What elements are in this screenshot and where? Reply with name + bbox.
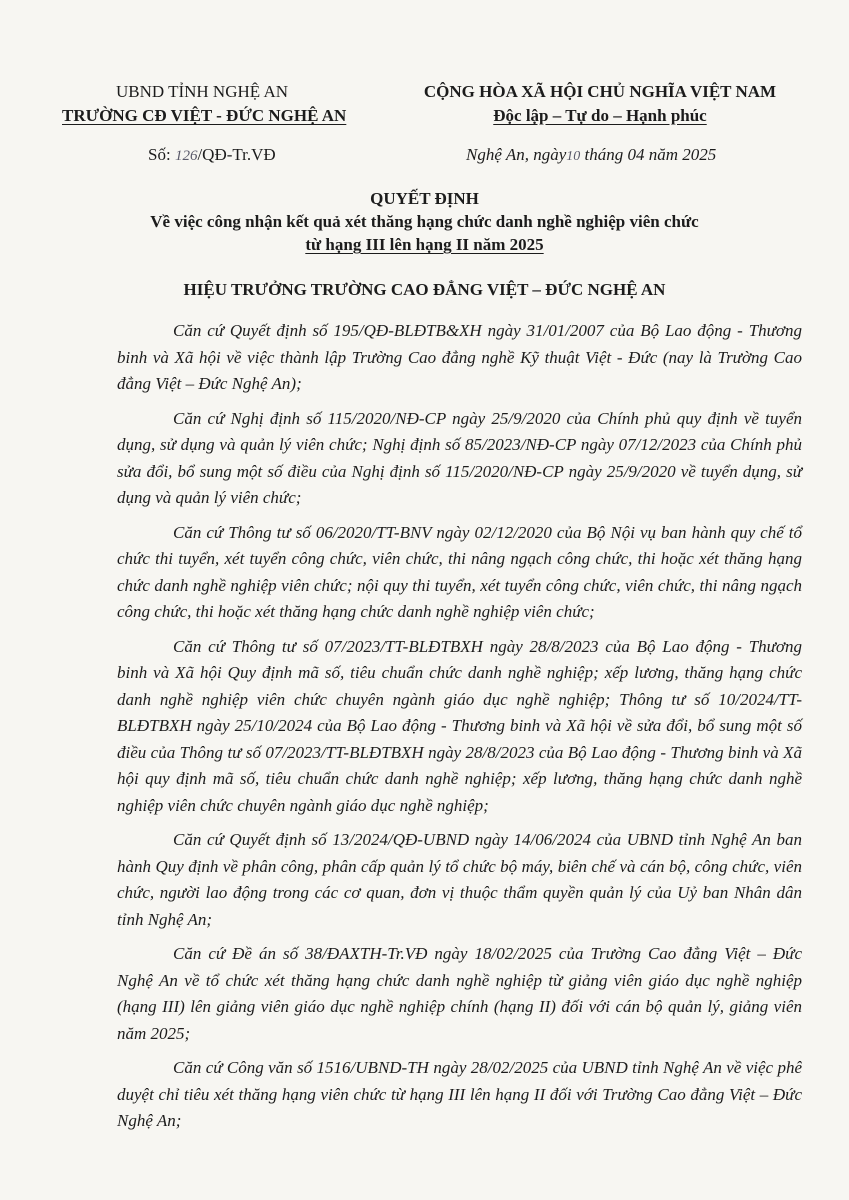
nation-name: CỘNG HÒA XÃ HỘI CHỦ NGHĨA VIỆT NAM <box>423 82 777 101</box>
legal-basis-paragraph: Căn cứ Công văn số 1516/UBND-TH ngày 28/02/2025 của UBND tỉnh Nghệ An về việc phê duyệt chỉ tiêu xét thăng hạng viên chức từ hạng III lên hạng II đối với Trường Cao đẳng Việt – Đức Nghệ An; <box>117 1058 802 1130</box>
org-school: TRƯỜNG CĐ VIỆT - ĐỨC NGHỆ AN <box>62 106 347 125</box>
doc-number-prefix: Số: <box>148 145 171 164</box>
legal-basis-paragraph: Căn cứ Thông tư số 06/2020/TT-BNV ngày 02/12/2020 của Bộ Nội vụ ban hành quy chế tổ chức thi tuyển, xét tuyển công chức, viên chức, thi nâng ngạch công chức, thi hoặc xét thăng hạng chức danh nghề nghiệp viên chức; nội quy thi tuyển, xét tuyển công chức, viên chức, thi nâng ngạch công chức, thi hoặc xét thăng hạng chức danh nghề nghiệp viên chức; <box>117 522 802 621</box>
nation-motto: Độc lập – Tự do – Hạnh phúc <box>493 106 707 125</box>
decision-title <box>60 187 789 256</box>
place-date-prefix: Nghệ An, ngày <box>466 145 567 164</box>
legal-basis-paragraph: Căn cứ Quyết định số 195/QĐ-BLĐTB&XH ngày 31/01/2007 của Bộ Lao động - Thương binh và Xã hội về việc thành lập Trường Cao đẳng nghề Kỹ thuật Việt - Đức (nay là Trường Cao đẳng Việt – Đức Nghệ An); <box>117 321 802 393</box>
issuing-authority: HIỆU TRƯỞNG TRƯỜNG CAO ĐẲNG VIỆT – ĐỨC NGHỆ AN <box>183 280 666 299</box>
issuing-organization <box>62 80 347 128</box>
decision-subject-line2: từ hạng III lên hạng II năm 2025 <box>305 235 544 254</box>
doc-number-suffix: /QĐ-Tr.VĐ <box>197 145 276 164</box>
legal-basis <box>117 318 802 1143</box>
national-heading <box>400 80 800 128</box>
decision-subject-line1: Về việc công nhận kết quả xét thăng hạng chức danh nghề nghiệp viên chức <box>150 212 699 231</box>
legal-basis-paragraph: Căn cứ Nghị định số 115/2020/NĐ-CP ngày 25/9/2020 của Chính phủ quy định về tuyển dụng, sử dụng và quản lý viên chức; Nghị định số 85/2023/NĐ-CP ngày 07/12/2023 của Chính phủ sửa đổi, bổ sung một số điều của Nghị định số 115/2020/NĐ-CP ngày 25/9/2020 về tuyển dụng, sử dụng và quản lý viên chức; <box>117 408 802 507</box>
legal-basis-paragraph: Căn cứ Thông tư số 07/2023/TT-BLĐTBXH ngày 28/8/2023 của Bộ Lao động - Thương binh và Xã hội Quy định mã số, tiêu chuẩn chức danh nghề nghiệp; xếp lương, thăng hạng chức danh nghề nghiệp viên chức chuyên ngành giáo dục nghề nghiệp; Thông tư số 10/2024/TT-BLĐTBXH ngày 25/10/2024 của Bộ Lao động - Thương binh và Xã hội về sửa đổi, bổ sung một số điều của Thông tư số 07/2023/TT-BLĐTBXH ngày 28/8/2023 của Bộ Lao động - Thương binh và Xã hội quy định mã số, tiêu chuẩn chức danh nghề nghiệp; xếp lương, thăng hạng chức danh nghề nghiệp viên chức chuyên ngành giáo dục nghề nghiệp; <box>117 636 802 815</box>
legal-basis-paragraph: Căn cứ Quyết định số 13/2024/QĐ-UBND ngày 14/06/2024 của UBND tỉnh Nghệ An ban hành Quy định về phân công, phân cấp quản lý tổ chức bộ máy, biên chế và cán bộ, công chức, viên chức, người lao động trong các cơ quan, đơn vị thuộc thẩm quyền quản lý của Uỷ ban Nhân dân tỉnh Nghệ An; <box>117 830 802 929</box>
decision-heading: QUYẾT ĐỊNH <box>370 189 479 208</box>
legal-basis-paragraph: Căn cứ Đề án số 38/ĐAXTH-Tr.VĐ ngày 18/02/2025 của Trường Cao đẳng Việt – Đức Nghệ An về tổ chức xét thăng hạng chức danh nghề nghiệp từ giảng viên giáo dục nghề nghiệp (hạng III) lên giảng viên giáo dục nghề nghiệp chính (hạng II) đối với cán bộ quản lý, giảng viên năm 2025; <box>117 944 802 1043</box>
document-number <box>148 145 276 165</box>
place-date-suffix: tháng 04 năm 2025 <box>584 145 717 164</box>
org-province: UBND TỈNH NGHỆ AN <box>115 82 289 101</box>
place-date <box>466 145 716 165</box>
place-date-day: 10 <box>566 149 581 164</box>
doc-number-handwritten: 126 <box>174 148 198 164</box>
